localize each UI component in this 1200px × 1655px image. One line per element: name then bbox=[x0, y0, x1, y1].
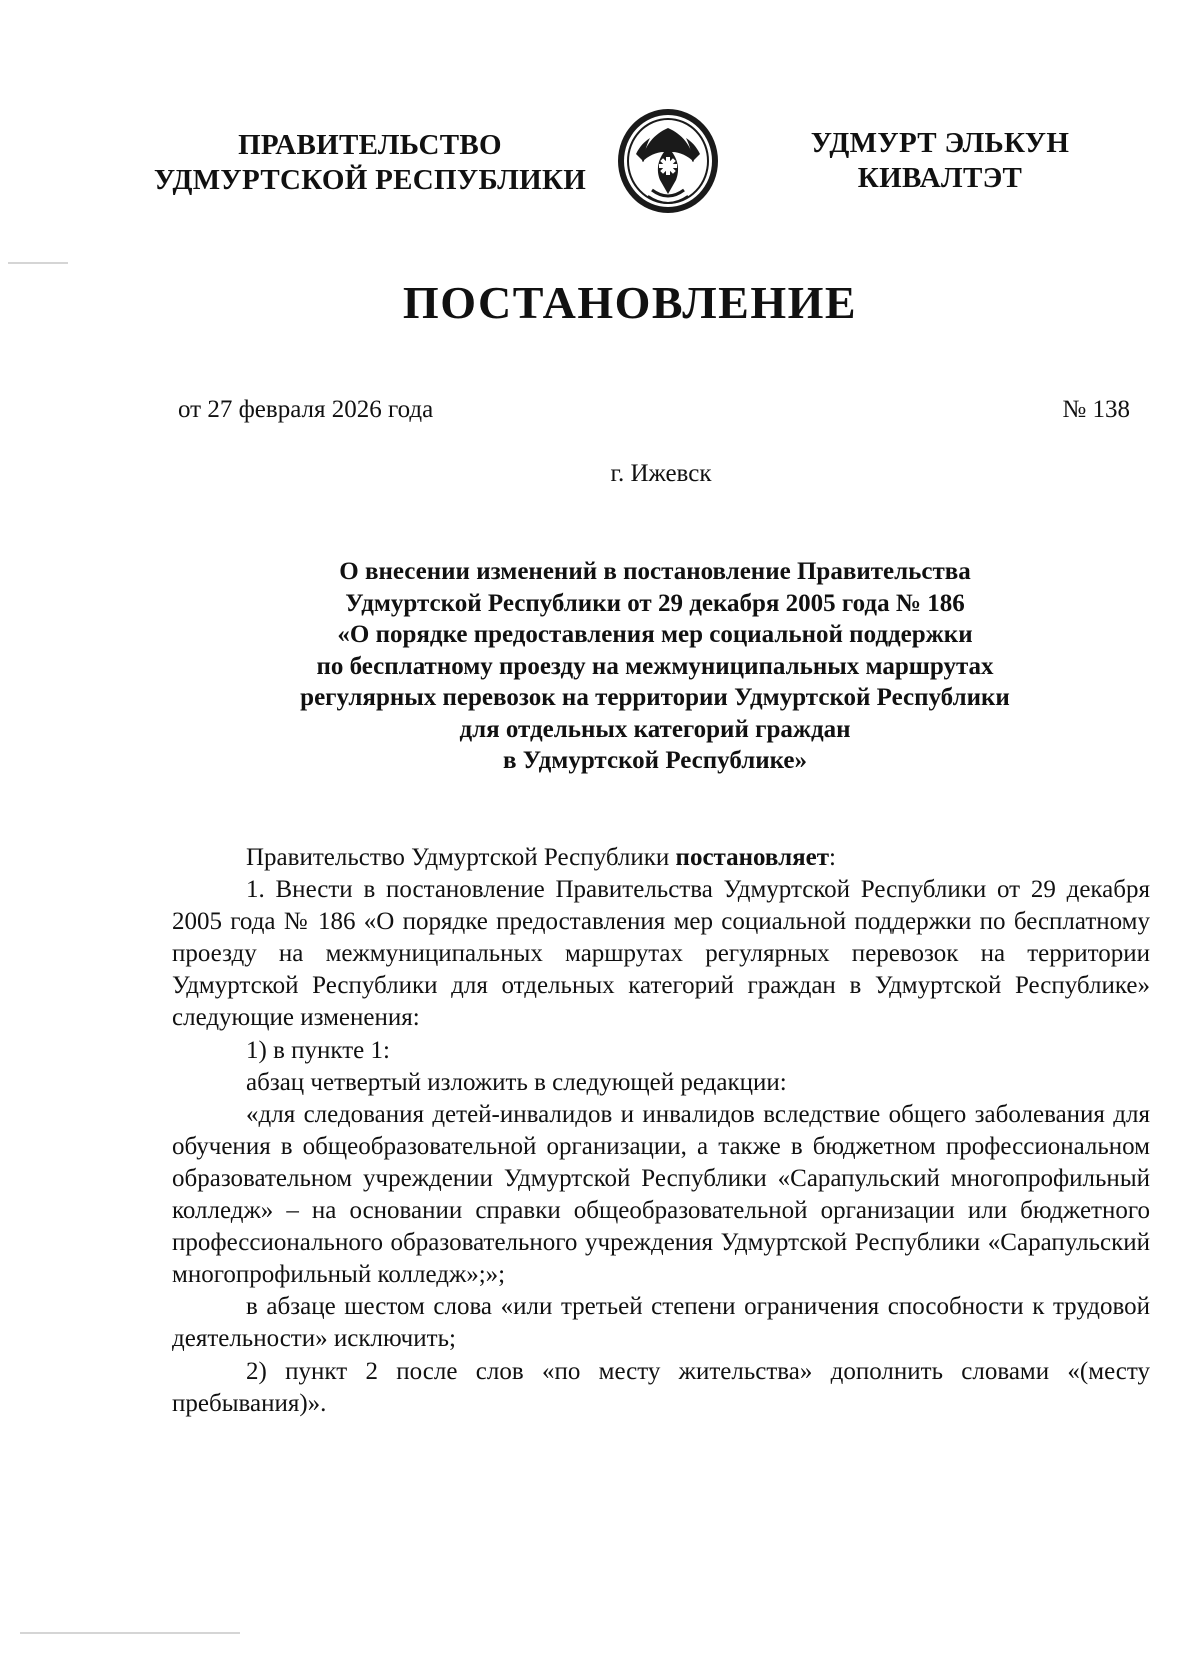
subject-line: по бесплатному проезду на межмуниципальных маршрутах bbox=[316, 652, 994, 680]
issuer-udm-line-1: УДМУРТ ЭЛЬКУН bbox=[810, 127, 1070, 159]
paragraph-subitem-1: 1) в пункте 1: bbox=[246, 1036, 390, 1064]
subject-line: Удмуртской Республики от 29 декабря 2005 года № 186 bbox=[345, 589, 965, 617]
paragraph-exclusion: в абзаце шестом слова «или третьей степени ограничения способности к трудовой деятельности» исключить; bbox=[172, 1293, 1150, 1353]
document-title: ПОСТАНОВЛЕНИЕ bbox=[402, 277, 858, 328]
issuer-udm-line-2: КИВАЛТЭТ bbox=[857, 162, 1023, 194]
intro-verb: постановляет bbox=[675, 844, 830, 871]
paragraph-item-2: 2) пункт 2 после слов «по месту жительства» дополнить словами «(месту пребывания)». bbox=[172, 1357, 1150, 1417]
subject-line: для отдельных категорий граждан bbox=[459, 715, 851, 743]
subject-line: О внесении изменений в постановление Правительства bbox=[339, 558, 971, 585]
intro-text: Правительство Удмуртской Республики bbox=[246, 844, 676, 871]
scan-noise bbox=[8, 262, 68, 264]
document-date: от 27 февраля 2026 года bbox=[178, 396, 434, 423]
scan-noise bbox=[20, 1632, 240, 1634]
subject-line: регулярных перевозок на территории Удмуртской Республики bbox=[300, 684, 1010, 711]
issuer-line-1: ПРАВИТЕЛЬСТВО bbox=[238, 129, 502, 161]
udmurt-coat-of-arms-icon bbox=[614, 106, 722, 216]
document-number: № 138 bbox=[1062, 396, 1130, 423]
document-city: г. Ижевск bbox=[610, 460, 712, 487]
issuer-name-russian bbox=[150, 128, 590, 198]
paragraph-new-wording: «для следования детей-инвалидов и инвалидов вследствие общего заболевания для обучения в общеобразовательной организации, а также в бюджетном профессиональном образовательном учреждении Удмуртской Республики «Сарапульский многопрофильный колледж» – на основании справки общеобразовательной организации или бюджетного профессионального образовательного учреждения Удмуртской Республики «Сарапульский многопрофильный колледж»;»; bbox=[172, 1100, 1150, 1289]
document-subject bbox=[230, 556, 1080, 777]
issuer-name-udmurt bbox=[800, 126, 1080, 196]
paragraph-item-1: 1. Внести в постановление Правительства Удмуртской Республики от 29 декабря 2005 года № 186 «О порядке предоставления мер социальной поддержки по бесплатному проезду на межмуниципальных маршрутах регулярных перевозок на территории Удмуртской Республики для отдельных категорий граждан в Удмуртской Республике» следующие изменения: bbox=[172, 876, 1150, 1032]
intro-paragraph bbox=[172, 842, 1150, 874]
subject-line: в Удмуртской Республике» bbox=[502, 747, 808, 774]
issuer-line-2: УДМУРТСКОЙ РЕСПУБЛИКИ bbox=[153, 164, 587, 196]
document-body bbox=[172, 842, 1150, 1420]
paragraph-instruction: абзац четвертый изложить в следующей редакции: bbox=[246, 1068, 787, 1096]
subject-line: «О порядке предоставления мер социальной поддержки bbox=[337, 621, 973, 648]
intro-colon: : bbox=[829, 844, 836, 871]
